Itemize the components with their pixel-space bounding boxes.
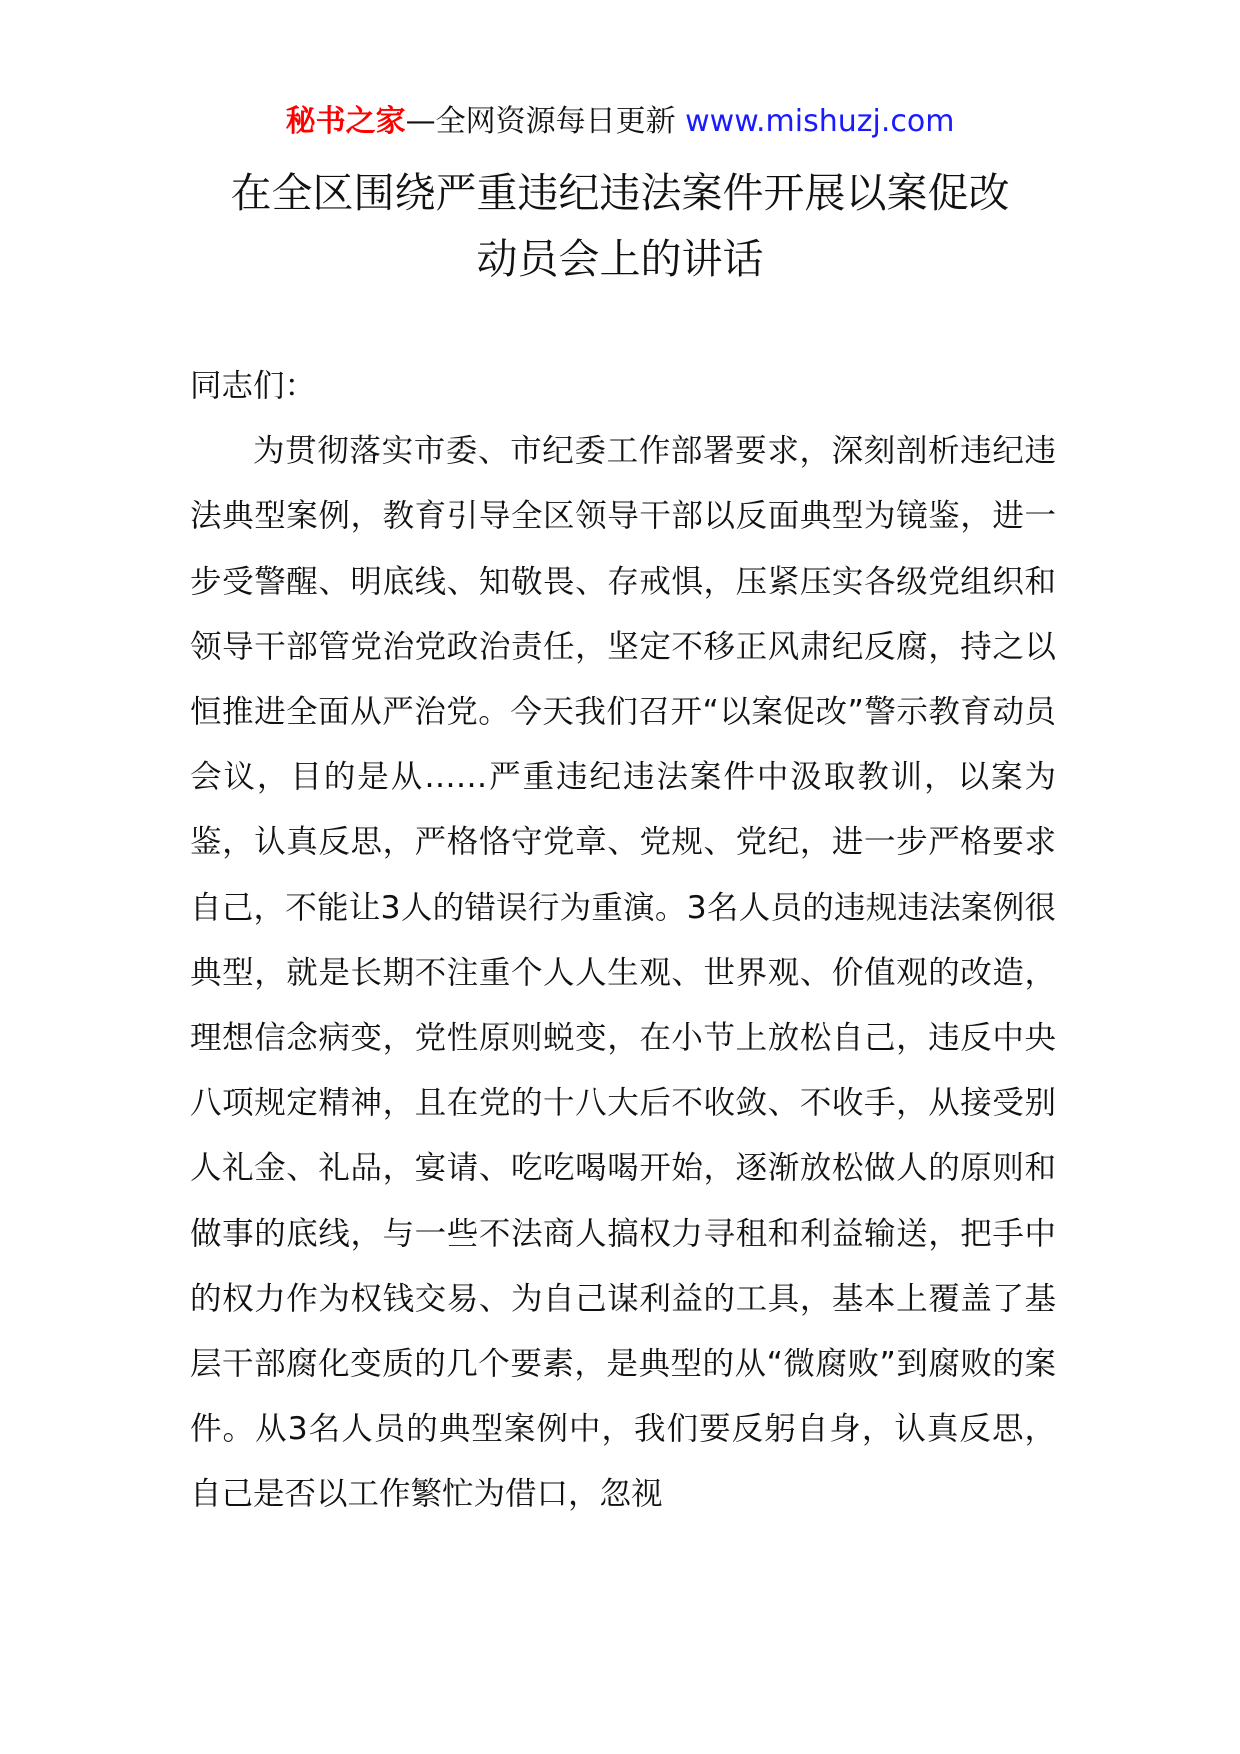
document-body [190, 354, 1056, 1528]
title-line-1: 在全区围绕严重违纪违法案件开展以案促改 [230, 169, 1010, 217]
greeting: 同志们： [190, 368, 317, 404]
header-tagline: —全网资源每日更新 [405, 104, 686, 139]
brand-name: 秘书之家 [285, 104, 406, 139]
site-header [0, 100, 1240, 144]
document-title [0, 160, 1240, 292]
title-line-2: 动员会上的讲话 [476, 235, 764, 283]
site-url-link[interactable]: www.mishuzj.com [685, 104, 955, 139]
body-paragraph: 为贯彻落实市委、市纪委工作部署要求，深刻剖析违纪违法典型案例，教育引导全区领导干部以反面典型为镜鉴，进一步受警醒、明底线、知敬畏、存戒惧，压紧压实各级党组织和领导干部管党治党政治责任，坚定不移正风肃纪反腐，持之以恒推进全面从严治党。今天我们召开“以案促改”警示教育动员会议，目的是从……严重违纪违法案件中汲取教训，以案为鉴，认真反思，严格恪守党章、党规、党纪，进一步严格要求自己，不能让3人的错误行为重演。3名人员的违规违法案例很典型，就是长期不注重个人人生观、世界观、价值观的改造，理想信念病变，党性原则蜕变，在小节上放松自己，违反中央八项规定精神，且在党的十八大后不收敛、不收手，从接受别人礼金、礼品，宴请、吃吃喝喝开始，逐渐放松做人的原则和做事的底线，与一些不法商人搞权力寻租和利益输送，把手中的权力作为权钱交易、为自己谋利益的工具，基本上覆盖了基层干部腐化变质的几个要素，是典型的从“微腐败”到腐败的案件。从3名人员的典型案例中，我们要反躬自身，认真反思，自己是否以工作繁忙为借口，忽视 [190, 433, 1056, 1513]
